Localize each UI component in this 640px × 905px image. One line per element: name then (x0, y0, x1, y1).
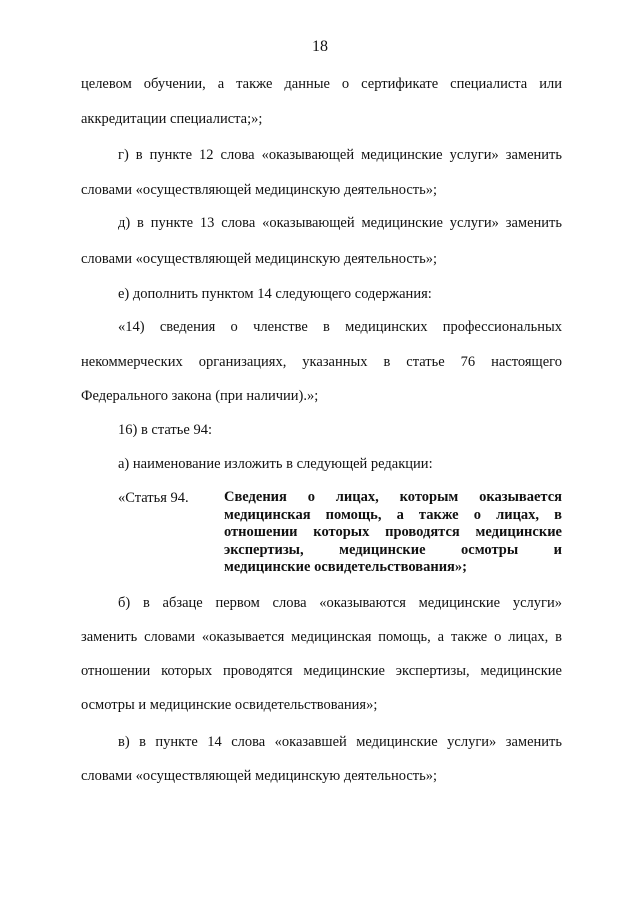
article-heading-line-2: медицинская помощь, а также о лицах, в (224, 506, 562, 523)
para-a-line-1: целевом обучении, а также данные о сертификате специалиста или (81, 76, 562, 92)
article-heading-line-4: экспертизы, медицинские осмотры и (224, 541, 562, 558)
para-g-line-1: г) в пункте 12 слова «оказывающей медицинские услуги» заменить (118, 147, 562, 163)
para-b-line-2: заменить словами «оказывается медицинская помощь, а также о лицах, в (81, 629, 562, 645)
page-number: 18 (312, 38, 328, 55)
para-b-line-1: б) в абзаце первом слова «оказываются медицинские услуги» (118, 595, 562, 611)
para-a2-line-1: а) наименование изложить в следующей редакции: (118, 456, 433, 472)
article-label: «Статья 94. (118, 490, 189, 506)
article-heading-line-5: медицинские освидетельствования»; (224, 559, 467, 575)
para-14-line-3: Федерального закона (при наличии).»; (81, 388, 319, 404)
para-a-line-2: аккредитации специалиста;»; (81, 111, 263, 127)
para-d-line-2: словами «осуществляющей медицинскую деятельность»; (81, 251, 438, 267)
para-v-line-1: в) в пункте 14 слова «оказавшей медицинские услуги» заменить (118, 734, 562, 750)
article-heading-line-3: отношении которых проводятся медицинские (224, 524, 562, 540)
para-g-line-2: словами «осуществляющей медицинскую деятельность»; (81, 182, 438, 198)
para-d-line-1: д) в пункте 13 слова «оказывающей медицинские услуги» заменить (118, 215, 562, 231)
para-v-line-2: словами «осуществляющей медицинскую деятельность»; (81, 768, 438, 784)
para-e-line-1: е) дополнить пунктом 14 следующего содержания: (118, 286, 432, 302)
para-b-line-3: отношении которых проводятся медицинские экспертизы, медицинские (81, 663, 562, 679)
para-14-line-2: некоммерческих организациях, указанных в статье 76 настоящего (81, 354, 562, 370)
para-16-line-1: 16) в статье 94: (118, 422, 212, 438)
para-14-line-1: «14) сведения о членстве в медицинских профессиональных (118, 319, 562, 335)
para-b-line-4: осмотры и медицинские освидетельствования»; (81, 697, 378, 713)
article-heading-line-1: Сведения о лицах, которым оказывается (224, 489, 562, 505)
article-heading (224, 489, 562, 577)
